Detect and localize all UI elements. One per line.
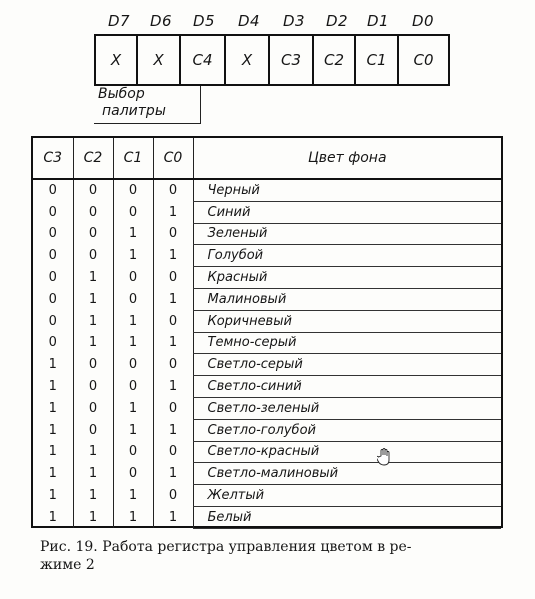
bit-label-d2: D2 — [325, 12, 349, 30]
color-name-cell: Синий — [193, 201, 501, 223]
bit-value-cell: 0 — [153, 397, 193, 419]
bit-value-cell: 1 — [113, 245, 153, 267]
bit-value-cell: 1 — [113, 397, 153, 419]
header-c2: C2 — [73, 138, 113, 179]
bit-value-cell: 0 — [73, 223, 113, 245]
bit-value-cell: 0 — [113, 288, 153, 310]
bit-value-cell: 1 — [153, 419, 193, 441]
table-row — [33, 485, 501, 507]
table-row — [33, 245, 501, 267]
bit-value-cell: 0 — [113, 267, 153, 289]
bit-value-cell: 1 — [113, 506, 153, 528]
table-row — [33, 332, 501, 354]
color-name-cell: Голубой — [193, 245, 501, 267]
bit-value-cell: 1 — [113, 310, 153, 332]
table-row — [33, 397, 501, 419]
bit-label-d1: D1 — [366, 12, 390, 30]
bit-value-cell: 0 — [153, 267, 193, 289]
bit-value-cell: 0 — [153, 223, 193, 245]
bit-value-cell: 0 — [48, 248, 57, 264]
bit-value-cell: 0 — [113, 201, 153, 223]
color-name-cell: Светло-малиновый — [193, 463, 501, 485]
bit-value-cell: 1 — [73, 332, 113, 354]
color-name-cell: Красный — [193, 267, 501, 289]
bit-value-cell: 0 — [73, 179, 113, 201]
color-name-cell: Светло-серый — [193, 354, 501, 376]
bit-value-cell: 0 — [73, 397, 113, 419]
color-name-cell: Желтый — [193, 485, 501, 507]
bit-value-cell: 0 — [48, 270, 57, 286]
bit-value-cell: 0 — [48, 183, 57, 199]
table-row — [33, 288, 501, 310]
bit-value-cell: 1 — [153, 201, 193, 223]
header-c1: C1 — [113, 138, 153, 179]
bit-value-cell: 1 — [153, 332, 193, 354]
bit-value-cell: 1 — [48, 444, 57, 460]
color-name-cell: Малиновый — [193, 288, 501, 310]
color-name-cell: Зеленый — [193, 223, 501, 245]
palette-label-line2: палитры — [102, 103, 166, 119]
hand-cursor-icon — [377, 448, 391, 466]
bit-value-cell: 1 — [153, 245, 193, 267]
table-row — [33, 201, 501, 223]
bit-value-cell: 1 — [153, 288, 193, 310]
color-name-cell: Темно-серый — [193, 332, 501, 354]
bit-value-cell: 1 — [73, 485, 113, 507]
bit-value-cell: 1 — [73, 506, 113, 528]
bit-value-cell: 0 — [73, 201, 113, 223]
bit-value-cell: 0 — [48, 291, 57, 307]
header-c0: C0 — [153, 138, 193, 179]
bit-value-cell: 0 — [113, 179, 153, 201]
register-cell-d4: X — [226, 36, 270, 84]
bit-value-cell: 1 — [48, 466, 57, 482]
table-row — [33, 223, 501, 245]
bit-value-cell: 0 — [73, 419, 113, 441]
bit-value-cell: 1 — [153, 506, 193, 528]
color-name-cell: Светло-голубой — [193, 419, 501, 441]
table-row — [33, 463, 501, 485]
bit-value-cell: 1 — [48, 509, 57, 525]
bit-value-cell: 1 — [113, 419, 153, 441]
register-cell-d2: C2 — [314, 36, 356, 84]
palette-label-line1: Выбор — [98, 86, 145, 102]
table-row — [33, 441, 501, 463]
bit-value-cell: 0 — [73, 354, 113, 376]
table-row — [33, 354, 501, 376]
table-header-row — [33, 138, 501, 179]
table-row — [33, 310, 501, 332]
palette-select-label — [98, 86, 166, 120]
table-row — [33, 506, 501, 528]
register-cell-d7: X — [96, 36, 138, 84]
bit-value-cell: 1 — [48, 379, 57, 395]
header-background-color: Цвет фона — [193, 138, 501, 179]
color-table — [31, 136, 503, 528]
color-name-cell: Светло-синий — [193, 376, 501, 398]
bit-value-cell: 0 — [113, 376, 153, 398]
bit-value-cell: 1 — [48, 357, 57, 373]
bit-value-cell: 0 — [48, 204, 57, 220]
bit-value-cell: 0 — [113, 441, 153, 463]
bit-value-cell: 0 — [153, 310, 193, 332]
bit-label-d5: D5 — [192, 12, 216, 30]
bit-value-cell: 0 — [153, 485, 193, 507]
bit-value-cell: 1 — [113, 223, 153, 245]
bit-value-cell: 0 — [113, 463, 153, 485]
figure-caption — [40, 538, 500, 574]
bit-label-d4: D4 — [237, 12, 261, 30]
table-row — [33, 179, 501, 201]
bit-value-cell: 1 — [73, 310, 113, 332]
bit-value-cell: 1 — [113, 332, 153, 354]
bit-value-cell: 0 — [73, 245, 113, 267]
bit-label-d3: D3 — [282, 12, 306, 30]
caption-line2: жиме 2 — [40, 557, 95, 573]
bit-value-cell: 1 — [48, 488, 57, 504]
color-register — [94, 34, 450, 86]
color-name-cell: Коричневый — [193, 310, 501, 332]
bit-value-cell: 0 — [48, 335, 57, 351]
register-cell-d0: C0 — [413, 51, 434, 69]
bit-value-cell: 1 — [73, 441, 113, 463]
bit-value-cell: 0 — [153, 441, 193, 463]
bit-value-cell: 1 — [48, 422, 57, 438]
register-cell-d3: C3 — [270, 36, 314, 84]
color-name-cell: Черный — [193, 179, 501, 201]
caption-line1: Рис. 19. Работа регистра управления цветом в ре- — [40, 539, 412, 555]
bit-value-cell: 0 — [113, 354, 153, 376]
bit-value-cell: 0 — [48, 226, 57, 242]
color-name-cell: Светло-красный — [193, 441, 501, 463]
table-row — [33, 376, 501, 398]
bit-value-cell: 1 — [153, 376, 193, 398]
bit-label-d7: D7 — [107, 12, 131, 30]
color-name-cell: Белый — [193, 506, 501, 528]
bit-value-cell: 1 — [153, 463, 193, 485]
table-row — [33, 267, 501, 289]
bit-value-cell: 1 — [113, 485, 153, 507]
bit-label-d6: D6 — [149, 12, 173, 30]
register-cell-d6: X — [138, 36, 181, 84]
bit-value-cell: 1 — [73, 463, 113, 485]
register-cell-d5: C4 — [181, 36, 226, 84]
bit-value-cell: 0 — [153, 179, 193, 201]
bit-label-d0: D0 — [411, 12, 435, 30]
table-body — [33, 179, 501, 528]
bit-value-cell: 1 — [73, 288, 113, 310]
bit-value-cell: 1 — [48, 400, 57, 416]
bit-value-cell: 0 — [73, 376, 113, 398]
header-c3: C3 — [33, 138, 73, 179]
bit-value-cell: 1 — [73, 267, 113, 289]
bit-value-cell: 0 — [153, 354, 193, 376]
register-cell-d1: C1 — [356, 36, 399, 84]
bit-value-cell: 0 — [48, 313, 57, 329]
color-name-cell: Светло-зеленый — [193, 397, 501, 419]
table-row — [33, 419, 501, 441]
